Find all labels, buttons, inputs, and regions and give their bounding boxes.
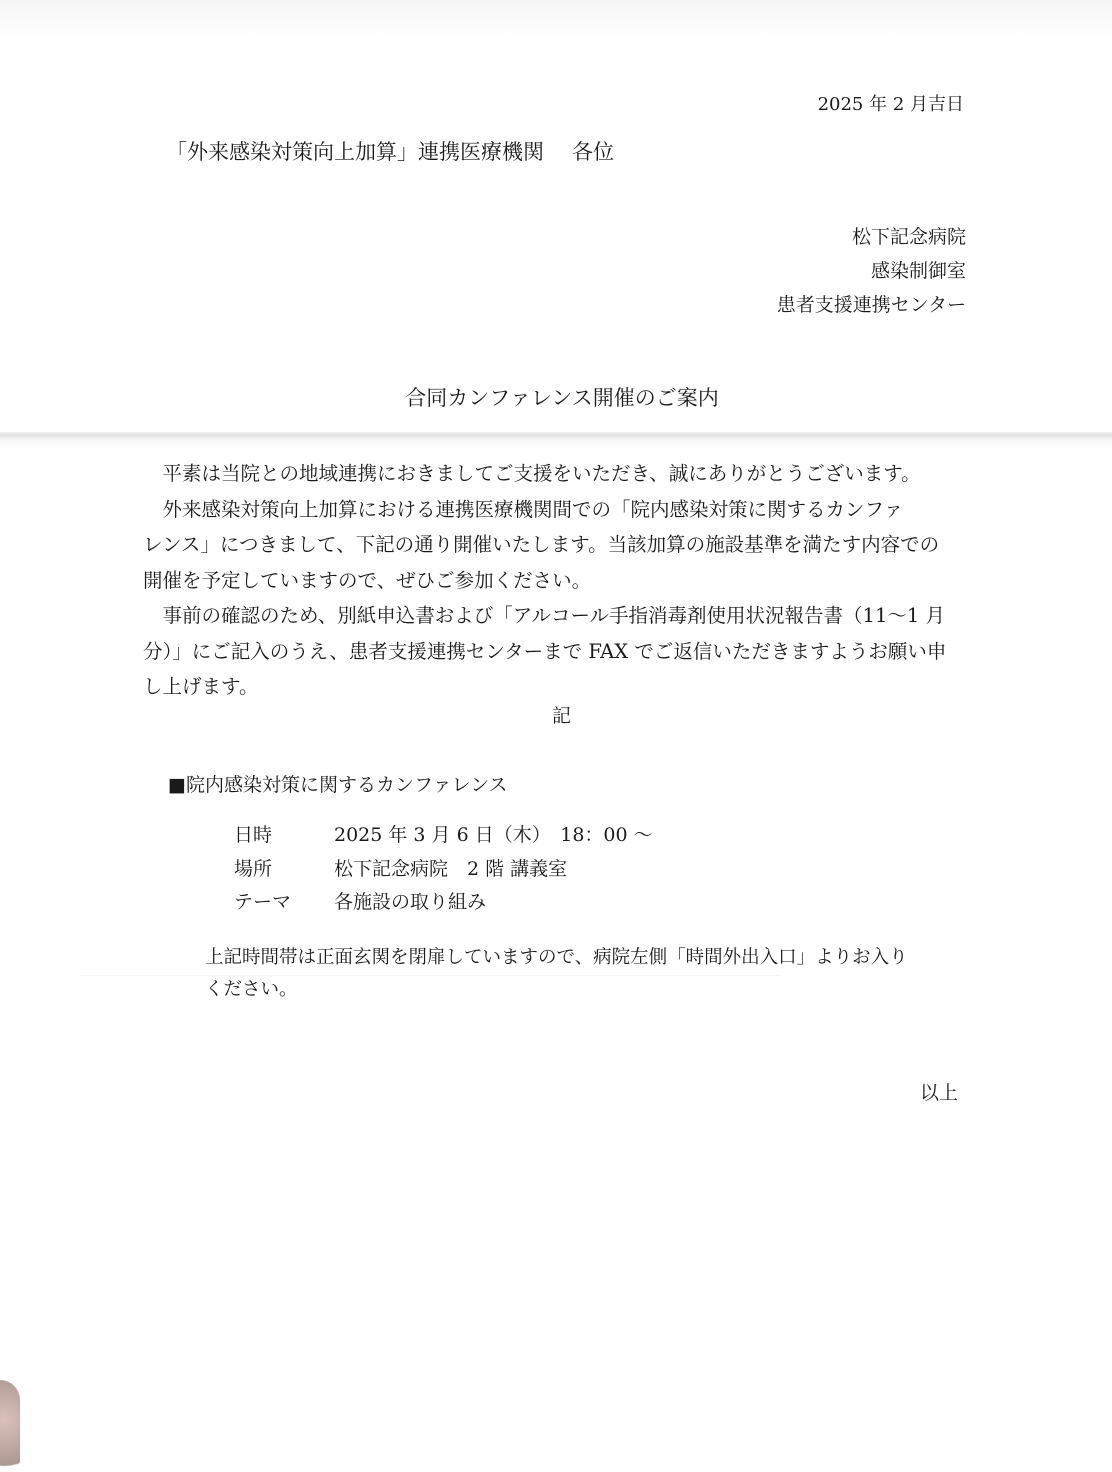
paper-fold xyxy=(0,432,1112,438)
detail-label: テーマ xyxy=(234,891,292,913)
body-line: 事前の確認のため、別紙申込書および「アルコール手指消毒剤使用状況報告書（11〜1 月 xyxy=(143,604,945,627)
detail-value: 2025 年 3 月 6 日（木） 18：00 〜 xyxy=(334,824,653,846)
sender-hospital: 松下記念病院 xyxy=(851,226,966,248)
conference-title: ■院内感染対策に関するカンファレンス xyxy=(168,774,508,796)
body-line: 開催を予定していますので、ぜひご参加ください。 xyxy=(143,568,592,592)
sender-department-infection-control: 感染制御室 xyxy=(870,260,966,282)
body-line: し上げます。 xyxy=(143,675,259,698)
body-text xyxy=(143,456,973,705)
entrance-note xyxy=(205,942,908,1006)
sender-department-patient-support: 患者支援連携センター xyxy=(776,294,966,316)
addressee xyxy=(166,136,614,166)
ki-heading: 記 xyxy=(552,705,572,727)
addressee-name: 「外来感染対策向上加算」連携医療機関 xyxy=(166,140,544,164)
detail-row-theme xyxy=(234,887,486,914)
document-title: 合同カンファレンス開催のご案内 xyxy=(405,386,719,410)
finger-edge xyxy=(0,1380,20,1472)
detail-label: 場所 xyxy=(234,858,273,880)
document-date: 2025 年 2 月吉日 xyxy=(817,94,964,115)
body-line: 分）」にご記入のうえ、患者支援連携センターまで FAX でご返信いただきますようお願い申 xyxy=(143,639,947,663)
body-line: レンス」につきまして、下記の通り開催いたします。当該加算の施設基準を満たす内容での xyxy=(143,533,940,556)
detail-value: 松下記念病院 2 階 講義室 xyxy=(334,858,568,880)
detail-label: 日時 xyxy=(234,824,273,846)
detail-row-datetime xyxy=(234,820,653,847)
addressee-honorific: 各位 xyxy=(572,140,614,164)
detail-row-place xyxy=(234,854,567,881)
body-line: 外来感染対策向上加算における連携医療機関間での「院内感染対策に関するカンファ xyxy=(143,497,904,521)
body-line: 平素は当院との地域連携におきましてご支援をいただき、誠にありがとうございます。 xyxy=(143,462,921,485)
closing-mark: 以上 xyxy=(919,1082,958,1104)
detail-value: 各施設の取り組み xyxy=(334,891,487,913)
note-line: 上記時間帯は正面玄関を閉扉していますので、病院左側「時間外出入口」よりお入り xyxy=(205,947,908,968)
note-line: ください。 xyxy=(205,979,298,1000)
